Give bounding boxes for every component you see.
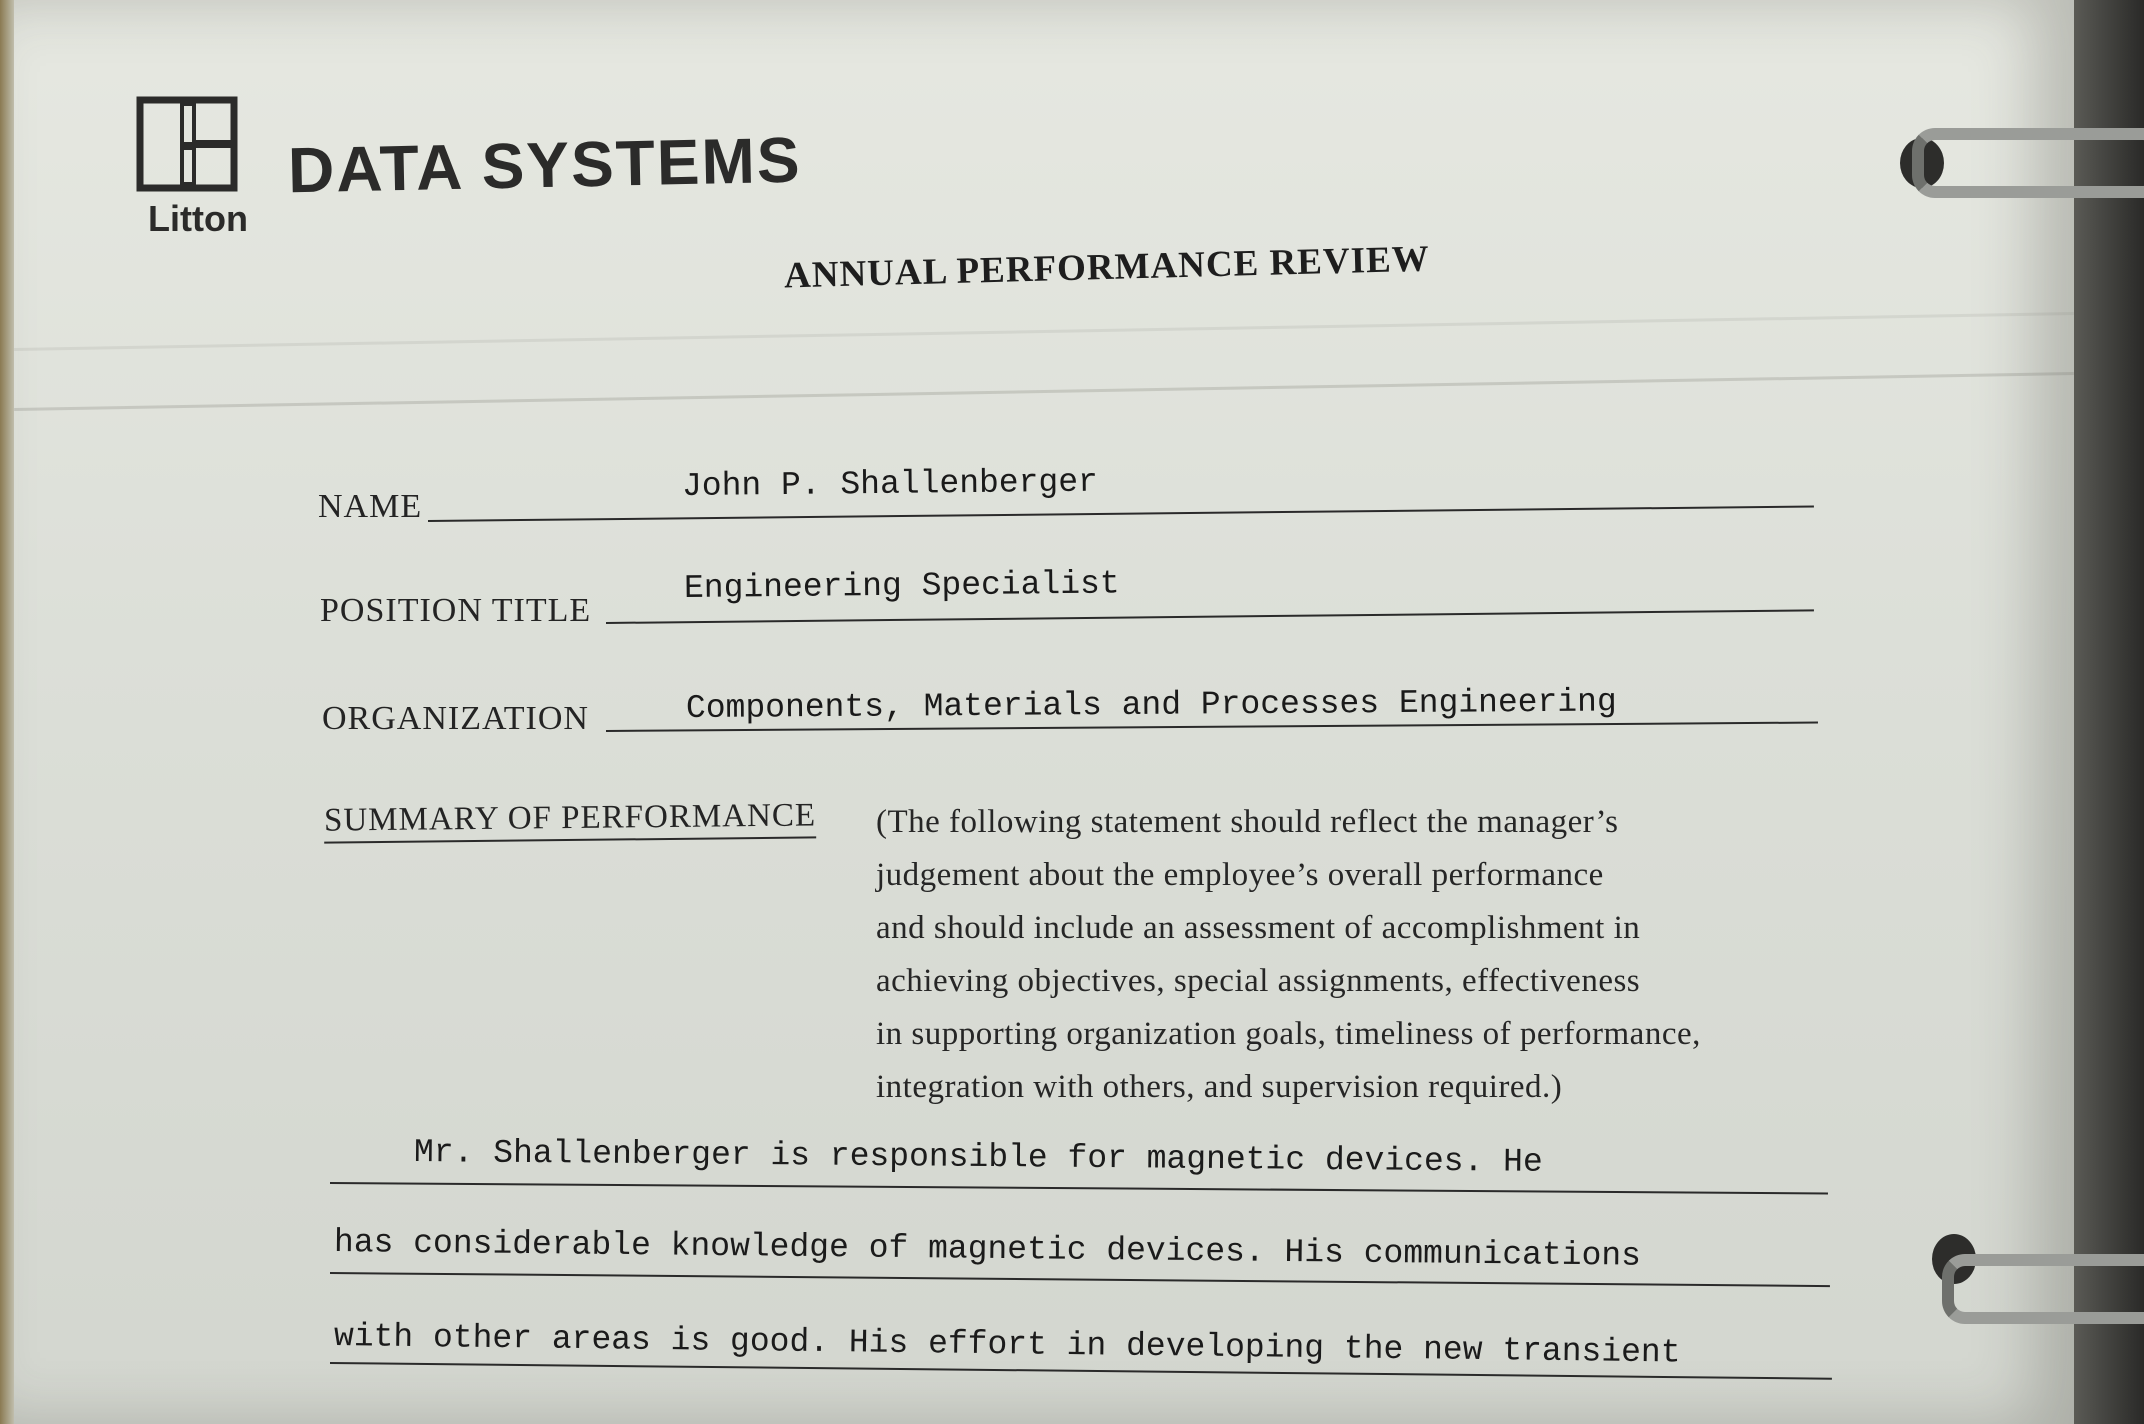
company-name: DATA SYSTEMS [287, 123, 803, 207]
binder-ring [1912, 128, 2144, 198]
instruction-line: achieving objectives, special assignments, effectiveness [876, 963, 1641, 999]
instruction-line: (The following statement should reflect the manager’s [876, 804, 1619, 840]
organization-label: ORGANIZATION [322, 700, 589, 737]
paper-crease [14, 372, 2074, 411]
paper-crease [14, 312, 2074, 351]
summary-of-performance-label: SUMMARY OF PERFORMANCE [324, 797, 816, 843]
binder-spine [2074, 0, 2144, 1424]
name-value: John P. Shallenberger [681, 463, 1099, 505]
litton-logo-icon [136, 94, 238, 194]
binder-ring [1942, 1254, 2144, 1324]
name-label: NAME [318, 488, 423, 525]
position-title-value: Engineering Specialist [683, 565, 1120, 607]
summary-instructions [876, 796, 1856, 1114]
instruction-line: and should include an assessment of accomplishment in [876, 910, 1641, 946]
instruction-line: judgement about the employee’s overall performance [876, 857, 1604, 893]
summary-text-line: Mr. Shallenberger is responsible for magnetic devices. He [413, 1134, 1543, 1181]
instruction-line: integration with others, and supervision required.) [876, 1069, 1563, 1105]
organization-value: Components, Materials and Processes Engineering [685, 683, 1617, 727]
instruction-line: in supporting organization goals, timeliness of performance, [876, 1016, 1701, 1052]
position-title-label: POSITION TITLE [320, 592, 592, 629]
summary-text-line: with other areas is good. His effort in developing the new transient [333, 1318, 1681, 1372]
form-title: ANNUAL PERFORMANCE REVIEW [783, 238, 1431, 297]
parent-company-name: Litton [148, 198, 248, 239]
summary-text-line: has considerable knowledge of magnetic devices. His communications [333, 1224, 1642, 1275]
